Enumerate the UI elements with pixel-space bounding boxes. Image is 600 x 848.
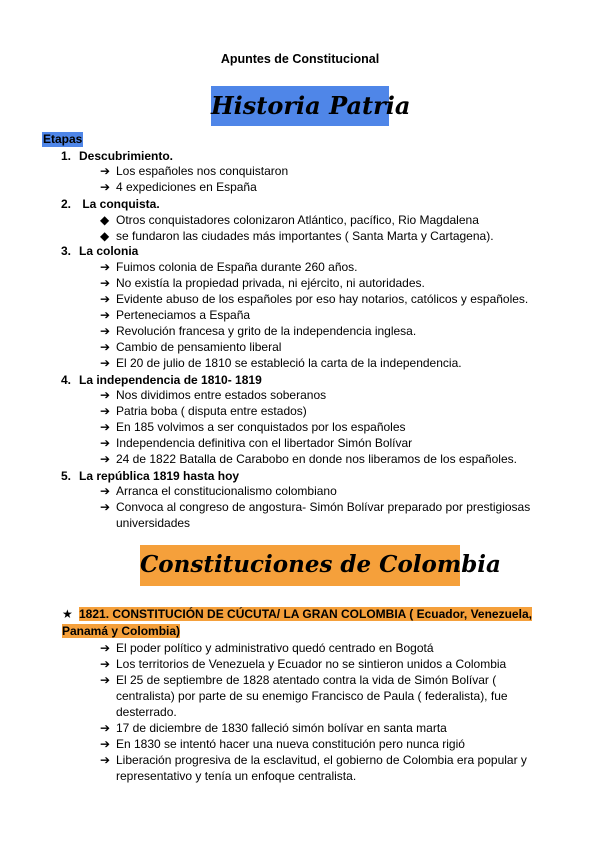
arrow-bullet-icon: ➔ bbox=[100, 324, 111, 338]
list-item: ➔ Cambio de pensamiento liberal bbox=[100, 340, 282, 354]
arrow-bullet-icon: ➔ bbox=[100, 484, 111, 498]
list-item: ➔ El poder político y administrativo quedó centrado en Bogotá bbox=[100, 641, 434, 655]
list-item: ◆ Otros conquistadores colonizaron Atlántico, pacífico, Rio Magdalena bbox=[100, 213, 479, 227]
arrow-bullet-icon: ➔ bbox=[100, 641, 111, 655]
list-item: ➔ Arranca el constitucionalismo colombiano bbox=[100, 484, 337, 498]
arrow-bullet-icon: ➔ bbox=[100, 308, 111, 322]
list-item: ◆ se fundaron las ciudades más importantes ( Santa Marta y Cartagena). bbox=[100, 229, 494, 243]
stage-heading bbox=[61, 196, 160, 212]
document-title: Apuntes de Constitucional bbox=[220, 52, 380, 66]
stage-heading bbox=[61, 148, 173, 164]
list-item: ➔ 17 de diciembre de 1830 falleció simón bolívar en santa marta bbox=[100, 721, 447, 735]
list-item: ➔ No existía la propiedad privada, ni ejército, ni autoridades. bbox=[100, 276, 425, 290]
stage-heading bbox=[61, 372, 262, 388]
stage-heading bbox=[61, 243, 138, 259]
diamond-bullet-icon: ◆ bbox=[100, 213, 110, 227]
arrow-bullet-icon: ➔ bbox=[100, 164, 111, 178]
arrow-bullet-icon: ➔ bbox=[100, 737, 111, 751]
historia-patria-heading: Historia Patria bbox=[211, 91, 411, 120]
arrow-bullet-icon: ➔ bbox=[100, 340, 111, 354]
list-item: ➔ 24 de 1822 Batalla de Carabobo en donde nos liberamos de los españoles. bbox=[100, 452, 517, 466]
list-item: ➔ Nos dividimos entre estados soberanos bbox=[100, 388, 327, 402]
list-item: ➔ Fuimos colonia de España durante 260 años. bbox=[100, 260, 358, 274]
stage-heading bbox=[61, 468, 239, 484]
arrow-bullet-icon: ➔ bbox=[100, 388, 111, 402]
list-item: ➔ En 1830 se intentó hacer una nueva constitución pero nunca rigió bbox=[100, 737, 465, 751]
list-item: ➔ 4 expediciones en España bbox=[100, 180, 257, 194]
historia-patria-banner bbox=[211, 86, 411, 126]
arrow-bullet-icon: ➔ bbox=[100, 356, 111, 370]
list-item: ➔ Convoca al congreso de angostura- Simón Bolívar preparado por prestigiosas universidades bbox=[100, 500, 531, 530]
list-item: ➔ Los españoles nos conquistaron bbox=[100, 164, 289, 178]
stage-title: Descubrimiento. bbox=[79, 149, 174, 163]
arrow-bullet-icon: ➔ bbox=[100, 721, 111, 735]
arrow-bullet-icon: ➔ bbox=[100, 276, 111, 290]
stage-title: La república 1819 hasta hoy bbox=[79, 469, 240, 483]
constituciones-banner bbox=[140, 545, 501, 586]
list-item: ➔ En 185 volvimos a ser conquistados por los españoles bbox=[100, 420, 406, 434]
constituciones-heading: Constituciones de Colombia bbox=[140, 551, 501, 578]
constitution-heading bbox=[62, 606, 542, 640]
list-item: ➔ Independencia definitiva con el libertador Simón Bolívar bbox=[100, 436, 413, 450]
list-item: ➔ Revolución francesa y grito de la independencia inglesa. bbox=[100, 324, 417, 338]
stage-number: 2. bbox=[61, 197, 72, 211]
etapas-label: Etapas bbox=[43, 132, 83, 146]
arrow-bullet-icon: ➔ bbox=[100, 420, 111, 434]
stage-number: 3. bbox=[61, 244, 72, 258]
arrow-bullet-icon: ➔ bbox=[100, 452, 111, 466]
arrow-bullet-icon: ➔ bbox=[100, 292, 111, 306]
list-item: ➔ Patria boba ( disputa entre estados) bbox=[100, 404, 307, 418]
stage-number: 4. bbox=[61, 373, 72, 387]
stage-number: 5. bbox=[61, 469, 72, 483]
stage-title: La colonia bbox=[79, 244, 139, 258]
diamond-bullet-icon: ◆ bbox=[100, 229, 110, 243]
arrow-bullet-icon: ➔ bbox=[100, 753, 111, 767]
arrow-bullet-icon: ➔ bbox=[100, 657, 111, 671]
constitution-title: 1821. CONSTITUCIÓN DE CÚCUTA/ LA GRAN COLOMBIA ( Ecuador, Venezuela, Panamá y Colombia) bbox=[62, 607, 532, 638]
list-item: ➔ El 20 de julio de 1810 se estableció la carta de la independencia. bbox=[100, 356, 462, 370]
arrow-bullet-icon: ➔ bbox=[100, 180, 111, 194]
list-item: ➔ Liberación progresiva de la esclavitud, el gobierno de Colombia era popular y representativo y tenía un enfoque centralista. bbox=[100, 753, 527, 783]
arrow-bullet-icon: ➔ bbox=[100, 260, 111, 274]
arrow-bullet-icon: ➔ bbox=[100, 673, 111, 687]
arrow-bullet-icon: ➔ bbox=[100, 500, 111, 514]
list-item: ➔ El 25 de septiembre de 1828 atentado contra la vida de Simón Bolívar ( centralista) por parte de su enemigo Francisco de Paula ( federalista), fue desterrado. bbox=[100, 673, 508, 719]
list-item: ➔ Los territorios de Venezuela y Ecuador no se sintieron unidos a Colombia bbox=[100, 657, 507, 671]
stage-title: La independencia de 1810- 1819 bbox=[79, 373, 262, 387]
stage-number: 1. bbox=[61, 149, 72, 163]
list-item: ➔ Perteneciamos a España bbox=[100, 308, 251, 322]
list-item: ➔ Evidente abuso de los españoles por eso hay notarios, católicos y españoles. bbox=[100, 292, 529, 306]
arrow-bullet-icon: ➔ bbox=[100, 436, 111, 450]
star-bullet-icon: ★ bbox=[62, 607, 73, 621]
arrow-bullet-icon: ➔ bbox=[100, 404, 111, 418]
stage-title: La conquista. bbox=[79, 197, 160, 211]
